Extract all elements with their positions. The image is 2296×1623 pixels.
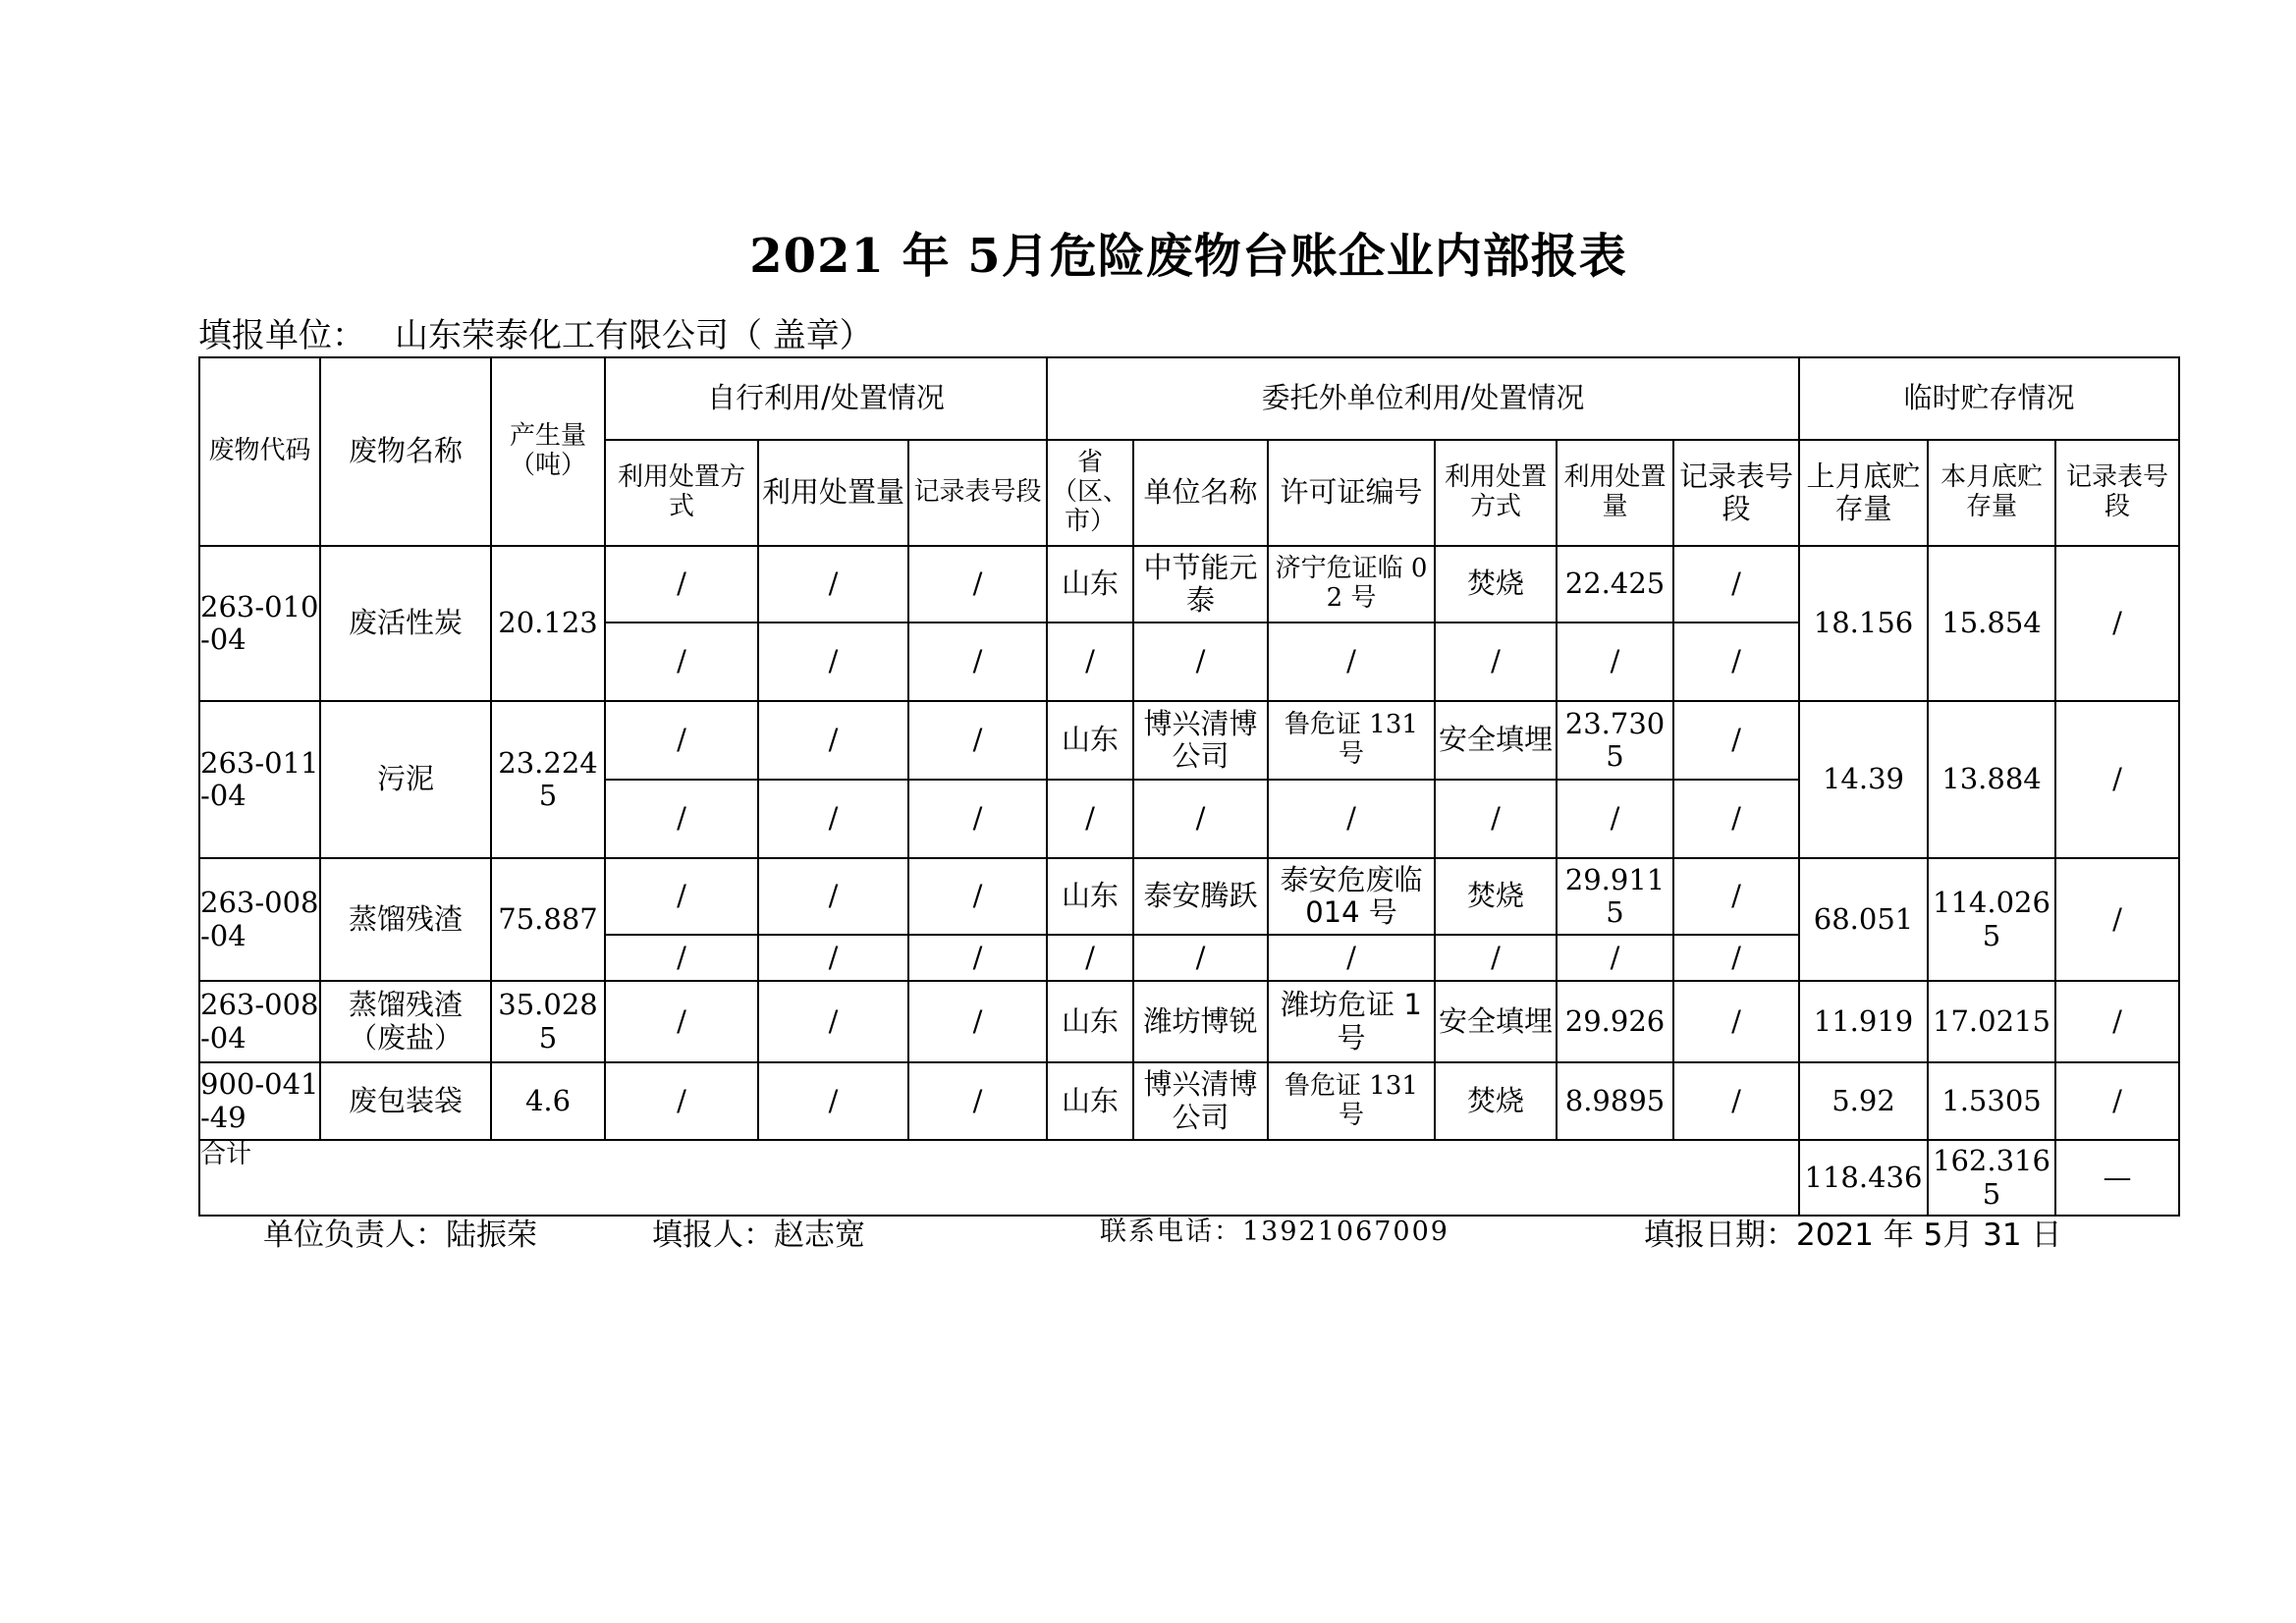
produced-cell: 20.123 <box>491 546 605 701</box>
store-record-cell: / <box>2055 546 2179 701</box>
footer-phone: 联系电话：13921067009 <box>1100 1217 1449 1247</box>
produced-cell: 35.0285 <box>491 981 605 1062</box>
header-last-stock: 上月底贮存量 <box>1799 440 1928 546</box>
self-method-cell: / <box>605 622 758 701</box>
record-cell: / <box>1673 780 1799 858</box>
waste-code-cell: 263-008-04 <box>199 858 320 981</box>
this-stock-cell: 114.0265 <box>1928 858 2055 981</box>
self-amount-cell: / <box>758 622 908 701</box>
store-record-cell: / <box>2055 858 2179 981</box>
company-cell: 潍坊博锐 <box>1133 981 1268 1062</box>
header-self-record: 记录表号段 <box>908 440 1047 546</box>
produced-cell: 75.887 <box>491 858 605 981</box>
license-cell: 泰安危废临 014 号 <box>1268 858 1435 935</box>
store-record-cell: / <box>2055 981 2179 1062</box>
waste-code-cell: 900-041-49 <box>199 1062 320 1140</box>
self-method-cell: / <box>605 981 758 1062</box>
province-cell: / <box>1047 622 1133 701</box>
header-ent-amount: 利用处置量 <box>1557 440 1673 546</box>
license-cell: / <box>1268 780 1435 858</box>
self-record-cell: / <box>908 858 1047 935</box>
province-cell: 山东 <box>1047 701 1133 780</box>
amount-cell: / <box>1557 780 1673 858</box>
footer-manager: 单位负责人：陆振荣 <box>263 1217 537 1253</box>
produced-cell: 4.6 <box>491 1062 605 1140</box>
method-cell: 安全填埋 <box>1435 701 1557 780</box>
last-stock-cell: 14.39 <box>1799 701 1928 858</box>
company-cell: 中节能元泰 <box>1133 546 1268 622</box>
reporting-unit <box>198 308 873 356</box>
self-method-cell: / <box>605 701 758 780</box>
this-stock-cell: 1.5305 <box>1928 1062 2055 1140</box>
province-cell: 山东 <box>1047 1062 1133 1140</box>
amount-cell: / <box>1557 935 1673 981</box>
header-company: 单位名称 <box>1133 440 1268 546</box>
header-row-group <box>199 357 2179 440</box>
company-cell: 博兴清博公司 <box>1133 701 1268 780</box>
waste-code-cell: 263-010-04 <box>199 546 320 701</box>
header-produced: 产生量（吨） <box>491 357 605 546</box>
self-method-cell: / <box>605 780 758 858</box>
method-cell: 焚烧 <box>1435 1062 1557 1140</box>
license-cell: 鲁危证 131 号 <box>1268 1062 1435 1140</box>
license-cell: / <box>1268 935 1435 981</box>
self-record-cell: / <box>908 935 1047 981</box>
self-amount-cell: / <box>758 858 908 935</box>
record-cell: / <box>1673 622 1799 701</box>
reporting-unit-name: 山东荣泰化工有限公司（ 盖章） <box>395 316 873 355</box>
method-cell: 焚烧 <box>1435 858 1557 935</box>
record-cell: / <box>1673 981 1799 1062</box>
last-stock-cell: 11.919 <box>1799 981 1928 1062</box>
waste-name-cell: 污泥 <box>320 701 491 858</box>
self-record-cell: / <box>908 546 1047 622</box>
record-cell: / <box>1673 546 1799 622</box>
license-cell: 潍坊危证 1 号 <box>1268 981 1435 1062</box>
province-cell: 山东 <box>1047 981 1133 1062</box>
method-cell: / <box>1435 622 1557 701</box>
method-cell: / <box>1435 780 1557 858</box>
self-amount-cell: / <box>758 780 908 858</box>
amount-cell: 8.9895 <box>1557 1062 1673 1140</box>
company-cell: 博兴清博公司 <box>1133 1062 1268 1140</box>
last-stock-cell: 18.156 <box>1799 546 1928 701</box>
header-waste-name: 废物名称 <box>320 357 491 546</box>
license-cell: 鲁危证 131 号 <box>1268 701 1435 780</box>
header-province: 省（区、市） <box>1047 440 1133 546</box>
company-cell: / <box>1133 622 1268 701</box>
this-stock-cell: 17.0215 <box>1928 981 2055 1062</box>
store-record-cell: / <box>2055 701 2179 858</box>
waste-code-cell: 263-008-04 <box>199 981 320 1062</box>
record-cell: / <box>1673 1062 1799 1140</box>
record-cell: / <box>1673 935 1799 981</box>
waste-name-cell: 蒸馏残渣（废盐） <box>320 981 491 1062</box>
header-ent-method: 利用处置方式 <box>1435 440 1557 546</box>
waste-name-cell: 废包装袋 <box>320 1062 491 1140</box>
self-amount-cell: / <box>758 546 908 622</box>
total-this-stock: 162.3165 <box>1928 1140 2055 1216</box>
produced-cell: 23.2245 <box>491 701 605 858</box>
store-record-cell: / <box>2055 1062 2179 1140</box>
company-cell: / <box>1133 780 1268 858</box>
self-amount-cell: / <box>758 1062 908 1140</box>
license-cell: / <box>1268 622 1435 701</box>
method-cell: 安全填埋 <box>1435 981 1557 1062</box>
self-record-cell: / <box>908 701 1047 780</box>
self-record-cell: / <box>908 1062 1047 1140</box>
self-amount-cell: / <box>758 935 908 981</box>
header-store-record: 记录表号段 <box>2055 440 2179 546</box>
reporting-unit-label: 填报单位： <box>198 316 365 355</box>
table-row <box>199 858 2179 935</box>
waste-ledger-table <box>198 356 2180 1217</box>
table-row <box>199 701 2179 780</box>
header-ent-record: 记录表号段 <box>1673 440 1799 546</box>
header-license: 许可证编号 <box>1268 440 1435 546</box>
self-record-cell: / <box>908 780 1047 858</box>
total-row <box>199 1140 2179 1216</box>
this-stock-cell: 13.884 <box>1928 701 2055 858</box>
self-record-cell: / <box>908 622 1047 701</box>
amount-cell: 22.425 <box>1557 546 1673 622</box>
waste-code-cell: 263-011-04 <box>199 701 320 858</box>
license-cell: 济宁危证临 02 号 <box>1268 546 1435 622</box>
province-cell: 山东 <box>1047 858 1133 935</box>
method-cell: 焚烧 <box>1435 546 1557 622</box>
last-stock-cell: 68.051 <box>1799 858 1928 981</box>
self-method-cell: / <box>605 1062 758 1140</box>
amount-cell: 29.926 <box>1557 981 1673 1062</box>
method-cell: / <box>1435 935 1557 981</box>
total-store-record: — <box>2055 1140 2179 1216</box>
amount-cell: 23.7305 <box>1557 701 1673 780</box>
self-record-cell: / <box>908 981 1047 1062</box>
self-method-cell: / <box>605 858 758 935</box>
header-waste-code: 废物代码 <box>199 357 320 546</box>
province-cell: / <box>1047 780 1133 858</box>
waste-name-cell: 废活性炭 <box>320 546 491 701</box>
header-storage-group: 临时贮存情况 <box>1799 357 2179 440</box>
this-stock-cell: 15.854 <box>1928 546 2055 701</box>
table-row <box>199 1062 2179 1140</box>
total-last-stock: 118.436 <box>1799 1140 1928 1216</box>
header-self-method: 利用处置方式 <box>605 440 758 546</box>
waste-name-cell: 蒸馏残渣 <box>320 858 491 981</box>
record-cell: / <box>1673 701 1799 780</box>
header-entrust-group: 委托外单位利用/处置情况 <box>1047 357 1799 440</box>
header-self-amount: 利用处置量 <box>758 440 908 546</box>
company-cell: / <box>1133 935 1268 981</box>
table-row <box>199 546 2179 622</box>
amount-cell: / <box>1557 622 1673 701</box>
footer-filler: 填报人：赵志宽 <box>652 1217 865 1253</box>
self-amount-cell: / <box>758 701 908 780</box>
self-method-cell: / <box>605 546 758 622</box>
self-method-cell: / <box>605 935 758 981</box>
table-row <box>199 981 2179 1062</box>
amount-cell: 29.9115 <box>1557 858 1673 935</box>
province-cell: 山东 <box>1047 546 1133 622</box>
self-amount-cell: / <box>758 981 908 1062</box>
page-title: 2021 年 5月危险废物台账企业内部报表 <box>749 229 1627 284</box>
header-this-stock: 本月底贮存量 <box>1928 440 2055 546</box>
province-cell: / <box>1047 935 1133 981</box>
last-stock-cell: 5.92 <box>1799 1062 1928 1140</box>
footer-date: 填报日期：2021 年 5月 31 日 <box>1644 1217 2062 1253</box>
header-self-group: 自行利用/处置情况 <box>605 357 1047 440</box>
record-cell: / <box>1673 858 1799 935</box>
company-cell: 泰安腾跃 <box>1133 858 1268 935</box>
total-label: 合计 <box>199 1140 1799 1216</box>
